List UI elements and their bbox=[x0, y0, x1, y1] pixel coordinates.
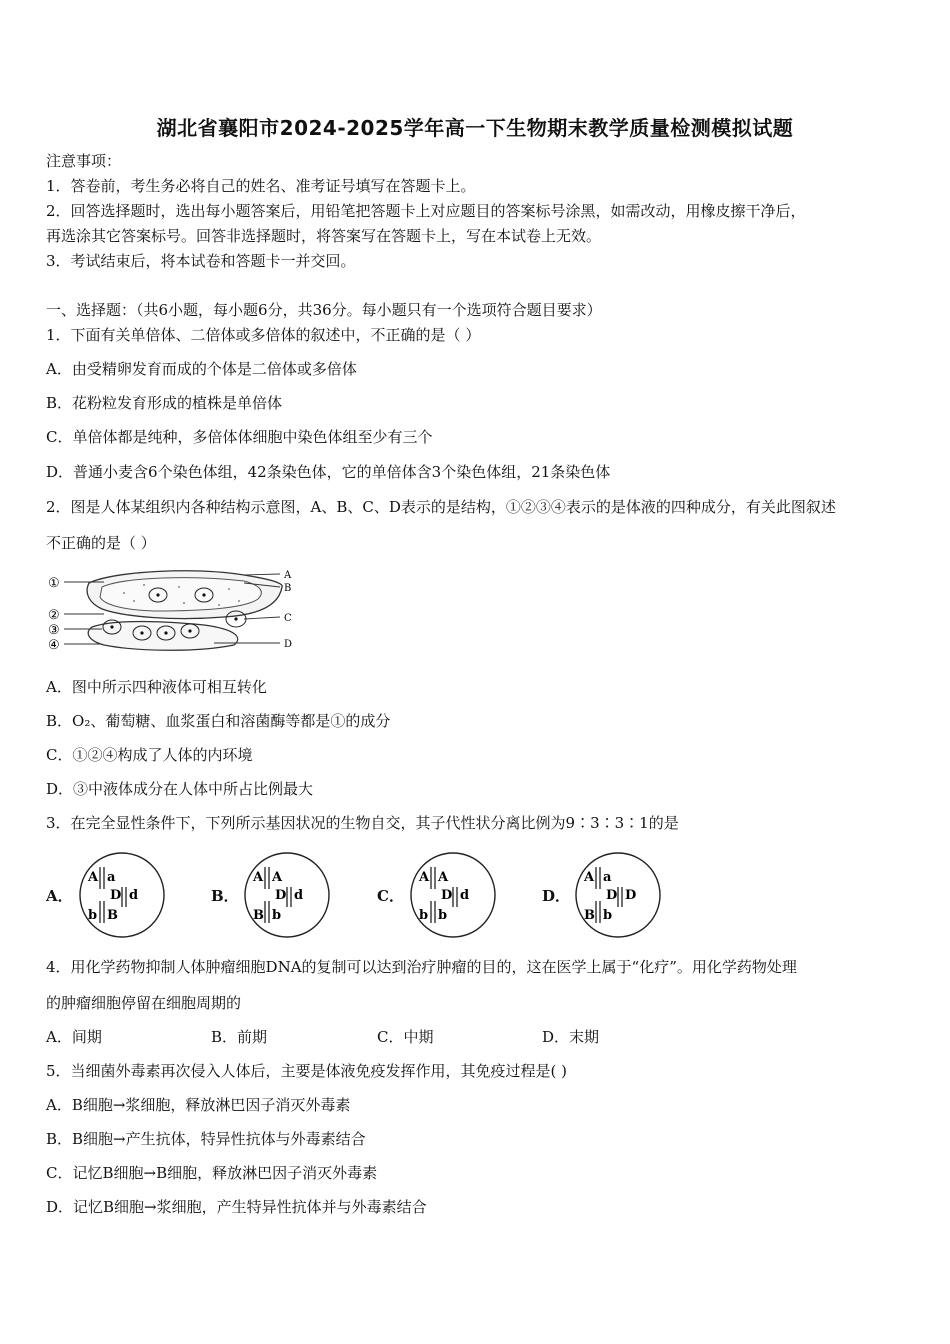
gene-label: a bbox=[603, 870, 612, 885]
gene-label: A bbox=[584, 870, 595, 885]
question-4-stem: 4．用化学药物抑制人体肿瘤细胞DNA的复制可以达到治疗肿瘤的目的，这在医学上属于“化疗”。用化学药物处理 bbox=[46, 958, 797, 976]
notice-item: 1．答卷前，考生务必将自己的姓名、准考证号填写在答题卡上。 bbox=[46, 177, 476, 195]
question-3-stem: 3．在完全显性条件下，下列所示基因状况的生物自交，其子代性状分离比例为9∶3∶3∶1的是 bbox=[46, 814, 679, 832]
q5-option-c[interactable]: C．记忆B细胞→B细胞，释放淋巴因子消灭外毒素 bbox=[46, 1164, 378, 1182]
diagram-label: ④ bbox=[48, 638, 60, 653]
q3-option-label[interactable]: B． bbox=[211, 887, 239, 905]
q3-option-label[interactable]: C． bbox=[377, 887, 404, 905]
gene-label: d bbox=[460, 888, 470, 903]
gene-label: D bbox=[441, 888, 453, 903]
q1-option-b[interactable]: B．花粉粒发育形成的植株是单倍体 bbox=[46, 394, 283, 412]
diagram-label: D bbox=[284, 639, 293, 650]
diagram-label: ① bbox=[48, 576, 60, 591]
gene-label: b bbox=[438, 908, 448, 923]
q3-option-label[interactable]: A． bbox=[46, 887, 73, 905]
q3-cell-diagram[interactable] bbox=[407, 849, 499, 941]
gene-label: A bbox=[88, 870, 99, 885]
gene-label: b bbox=[272, 908, 282, 923]
q2-option-b[interactable]: B．O₂、葡萄糖、血浆蛋白和溶菌酶等都是①的成分 bbox=[46, 712, 391, 730]
q2-option-c[interactable]: C．①②④构成了人体的内环境 bbox=[46, 746, 253, 764]
diagram-label: A bbox=[284, 570, 292, 581]
q2-option-d[interactable]: D．③中液体成分在人体中所占比例最大 bbox=[46, 780, 314, 798]
diagram-label: C bbox=[284, 613, 292, 624]
q4-option-d[interactable]: D．末期 bbox=[542, 1028, 600, 1046]
notice-item: 3．考试结束后，将本试卷和答题卡一并交回。 bbox=[46, 252, 356, 270]
q5-option-b[interactable]: B．B细胞→产生抗体，特异性抗体与外毒素结合 bbox=[46, 1130, 366, 1148]
gene-label: D bbox=[110, 888, 122, 903]
question-4-stem-cont: 的肿瘤细胞停留在细胞周期的 bbox=[46, 994, 242, 1012]
gene-label: A bbox=[272, 870, 283, 885]
gene-label: B bbox=[107, 908, 118, 923]
gene-label: D bbox=[606, 888, 618, 903]
page-title: 湖北省襄阳市2024-2025学年高一下生物期末教学质量检测模拟试题 bbox=[156, 116, 794, 140]
diagram-label: ③ bbox=[48, 623, 60, 638]
diagram-label: B bbox=[284, 583, 292, 594]
q3-option-label[interactable]: D． bbox=[542, 887, 571, 905]
tissue-diagram bbox=[44, 565, 304, 657]
gene-label: D bbox=[275, 888, 287, 903]
q4-option-c[interactable]: C．中期 bbox=[377, 1028, 434, 1046]
q3-cell-diagram[interactable] bbox=[241, 849, 333, 941]
q4-option-a[interactable]: A．间期 bbox=[46, 1028, 102, 1046]
question-2-stem-cont: 不正确的是（ ） bbox=[46, 534, 156, 552]
gene-label: d bbox=[129, 888, 139, 903]
gene-label: D bbox=[625, 888, 637, 903]
q2-option-a[interactable]: A．图中所示四种液体可相互转化 bbox=[46, 678, 267, 696]
gene-label: B bbox=[584, 908, 595, 923]
q4-option-b[interactable]: B．前期 bbox=[211, 1028, 268, 1046]
gene-label: A bbox=[419, 870, 430, 885]
question-2-stem: 2．图是人体某组织内各种结构示意图，A、B、C、D表示的是结构，①②③④表示的是体液的四种成分，有关此图叙述 bbox=[46, 498, 836, 516]
notice-item: 2．回答选择题时，选出每小题答案后，用铅笔把答题卡上对应题目的答案标号涂黑，如需改动，用橡皮擦干净后， bbox=[46, 202, 806, 220]
gene-label: b bbox=[88, 908, 98, 923]
q1-option-d[interactable]: D．普通小麦含6个染色体组，42条染色体，它的单倍体含3个染色体组，21条染色体 bbox=[46, 463, 611, 481]
q1-option-c[interactable]: C．单倍体都是纯种，多倍体体细胞中染色体组至少有三个 bbox=[46, 428, 433, 446]
notice-item: 再选涂其它答案标号。回答非选择题时，将答案写在答题卡上，写在本试卷上无效。 bbox=[46, 227, 602, 245]
gene-label: d bbox=[294, 888, 304, 903]
q1-option-a[interactable]: A．由受精卵发育而成的个体是二倍体或多倍体 bbox=[46, 360, 357, 378]
notice-heading: 注意事项： bbox=[46, 152, 122, 170]
q5-option-d[interactable]: D．记忆B细胞→浆细胞，产生特异性抗体并与外毒素结合 bbox=[46, 1198, 427, 1216]
q3-cell-diagram[interactable] bbox=[76, 849, 168, 941]
section-heading: 一、选择题：（共6小题，每小题6分，共36分。每小题只有一个选项符合题目要求） bbox=[46, 301, 602, 319]
gene-label: b bbox=[603, 908, 613, 923]
gene-label: A bbox=[253, 870, 264, 885]
gene-label: a bbox=[107, 870, 116, 885]
question-1-stem: 1．下面有关单倍体、二倍体或多倍体的叙述中，不正确的是（ ） bbox=[46, 326, 481, 344]
q5-option-a[interactable]: A．B细胞→浆细胞，释放淋巴因子消灭外毒素 bbox=[46, 1096, 351, 1114]
q3-cell-diagram[interactable] bbox=[572, 849, 664, 941]
diagram-label: ② bbox=[48, 608, 60, 623]
gene-label: b bbox=[419, 908, 429, 923]
gene-label: B bbox=[253, 908, 264, 923]
question-5-stem: 5．当细菌外毒素再次侵入人体后，主要是体液免疫发挥作用，其免疫过程是( ) bbox=[46, 1062, 568, 1080]
gene-label: A bbox=[438, 870, 449, 885]
